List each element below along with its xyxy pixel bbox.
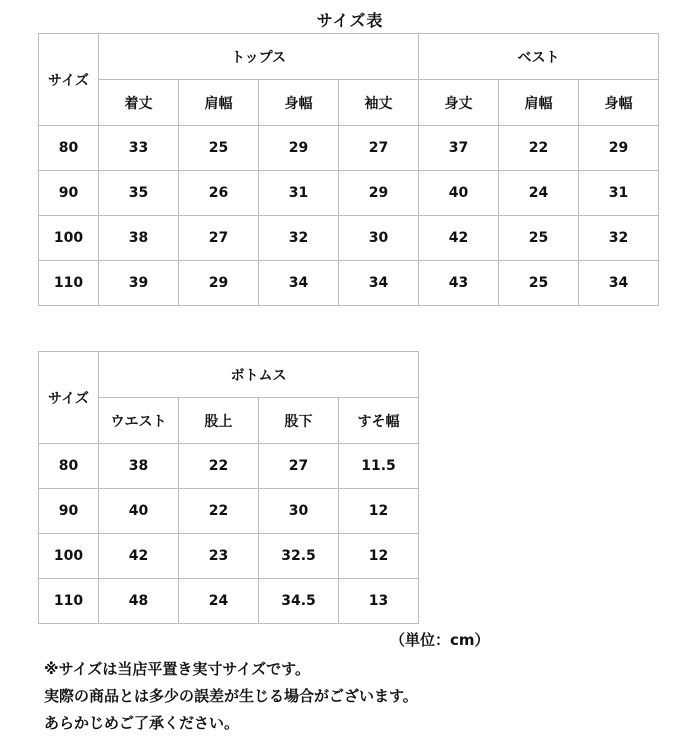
size-header: サイズ: [39, 34, 99, 126]
column-header: 着丈: [99, 80, 179, 126]
column-header: ウエスト: [99, 398, 179, 444]
value-cell: 35: [99, 171, 179, 216]
table-row: [39, 444, 419, 489]
value-cell: 33: [99, 126, 179, 171]
value-cell: 31: [259, 171, 339, 216]
value-cell: 31: [579, 171, 659, 216]
value-cell: 48: [99, 579, 179, 624]
value-cell: 42: [419, 216, 499, 261]
value-cell: 32: [259, 216, 339, 261]
table-row: [39, 579, 419, 624]
value-cell: 29: [259, 126, 339, 171]
value-cell: 34: [339, 261, 419, 306]
size-cell: 80: [39, 126, 99, 171]
value-cell: 27: [259, 444, 339, 489]
column-header: すそ幅: [339, 398, 419, 444]
notes: [44, 656, 418, 737]
value-cell: 38: [99, 216, 179, 261]
column-header: 股上: [179, 398, 259, 444]
size-cell: 110: [39, 261, 99, 306]
value-cell: 30: [339, 216, 419, 261]
size-cell: 100: [39, 216, 99, 261]
sub-header-row: [39, 80, 659, 126]
tops-vest-size-table: [38, 33, 659, 306]
group-header-row: [39, 34, 659, 80]
group-header-bottoms: ボトムス: [99, 352, 419, 398]
table-row: [39, 216, 659, 261]
table-row: [39, 534, 419, 579]
group-header-tops: トップス: [99, 34, 419, 80]
value-cell: 34: [259, 261, 339, 306]
value-cell: 13: [339, 579, 419, 624]
value-cell: 23: [179, 534, 259, 579]
unit-label: （単位：cm）: [390, 631, 490, 649]
value-cell: 12: [339, 489, 419, 534]
value-cell: 29: [579, 126, 659, 171]
value-cell: 42: [99, 534, 179, 579]
column-header: 袖丈: [339, 80, 419, 126]
table-row: [39, 171, 659, 216]
size-cell: 90: [39, 489, 99, 534]
column-header: 肩幅: [179, 80, 259, 126]
table-row: [39, 489, 419, 534]
column-header: 股下: [259, 398, 339, 444]
value-cell: 32: [579, 216, 659, 261]
value-cell: 30: [259, 489, 339, 534]
value-cell: 37: [419, 126, 499, 171]
note-line: あらかじめご了承ください。: [44, 714, 240, 732]
size-cell: 110: [39, 579, 99, 624]
column-header: 身丈: [419, 80, 499, 126]
column-header: 肩幅: [499, 80, 579, 126]
value-cell: 38: [99, 444, 179, 489]
value-cell: 25: [499, 261, 579, 306]
value-cell: 26: [179, 171, 259, 216]
value-cell: 12: [339, 534, 419, 579]
value-cell: 43: [419, 261, 499, 306]
note-line: ※サイズは当店平置き実寸サイズです。: [44, 660, 310, 678]
bottoms-size-table: [38, 351, 419, 624]
value-cell: 22: [179, 489, 259, 534]
table-row: [39, 126, 659, 171]
value-cell: 34: [579, 261, 659, 306]
value-cell: 29: [339, 171, 419, 216]
value-cell: 25: [179, 126, 259, 171]
value-cell: 25: [499, 216, 579, 261]
value-cell: 32.5: [259, 534, 339, 579]
size-cell: 90: [39, 171, 99, 216]
column-header: 身幅: [259, 80, 339, 126]
size-header: サイズ: [39, 352, 99, 444]
value-cell: 22: [179, 444, 259, 489]
value-cell: 27: [339, 126, 419, 171]
value-cell: 40: [99, 489, 179, 534]
value-cell: 24: [179, 579, 259, 624]
value-cell: 29: [179, 261, 259, 306]
value-cell: 24: [499, 171, 579, 216]
value-cell: 39: [99, 261, 179, 306]
value-cell: 34.5: [259, 579, 339, 624]
size-cell: 100: [39, 534, 99, 579]
page-title: サイズ表: [316, 11, 384, 30]
size-cell: 80: [39, 444, 99, 489]
table-row: [39, 261, 659, 306]
note-line: 実際の商品とは多少の誤差が生じる場合がございます。: [44, 687, 418, 705]
group-header-row: [39, 352, 419, 398]
value-cell: 22: [499, 126, 579, 171]
value-cell: 27: [179, 216, 259, 261]
column-header: 身幅: [579, 80, 659, 126]
group-header-vest: ベスト: [419, 34, 659, 80]
value-cell: 40: [419, 171, 499, 216]
value-cell: 11.5: [339, 444, 419, 489]
